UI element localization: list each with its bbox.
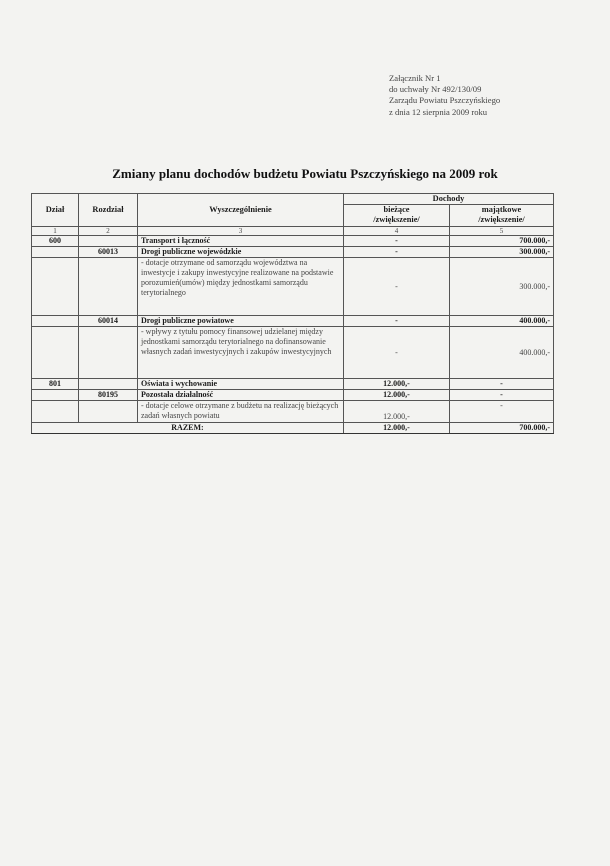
table-row [32, 247, 554, 258]
total-majatkowe: 700.000,- [450, 423, 554, 434]
cell-biezace: - [344, 327, 450, 379]
header-line: Załącznik Nr 1 [389, 73, 441, 83]
cell-rozdzial [79, 379, 138, 390]
cell-rozdzial: 60013 [79, 247, 138, 258]
cell-rozdzial: 60014 [79, 316, 138, 327]
column-number: 4 [344, 227, 450, 236]
cell-majatkowe: 300.000,- [450, 258, 554, 316]
header-dochody: Dochody [344, 194, 554, 205]
cell-rozdzial: 80195 [79, 390, 138, 401]
table-row [32, 236, 554, 247]
cell-majatkowe: - [450, 390, 554, 401]
cell-majatkowe: - [450, 401, 554, 423]
cell-biezace: - [344, 258, 450, 316]
header-dzial: Dział [32, 194, 79, 227]
cell-opis: Pozostała działalność [138, 390, 344, 401]
total-biezace: 12.000,- [344, 423, 450, 434]
attachment-header [389, 73, 500, 118]
column-number: 1 [32, 227, 79, 236]
table-row [32, 258, 554, 316]
cell-opis: Drogi publiczne wojewódzkie [138, 247, 344, 258]
cell-biezace: 12.000,- [344, 401, 450, 423]
cell-biezace: - [344, 247, 450, 258]
header-rozdzial: Rozdział [79, 194, 138, 227]
cell-biezace: - [344, 236, 450, 247]
cell-majatkowe: - [450, 379, 554, 390]
cell-opis: - dotacje celowe otrzymane z budżetu na realizację bieżących zadań własnych powiatu [138, 401, 344, 423]
table-row [32, 316, 554, 327]
cell-dzial [32, 327, 79, 379]
header-majatkowe: majątkowe /zwiększenie/ [450, 205, 554, 227]
cell-rozdzial [79, 401, 138, 423]
cell-rozdzial [79, 327, 138, 379]
header-line: do uchwały Nr 492/130/09 [389, 84, 482, 95]
cell-rozdzial [79, 258, 138, 316]
table-row [32, 327, 554, 379]
cell-opis: Drogi publiczne powiatowe [138, 316, 344, 327]
header-biezace: bieżące /zwiększenie/ [344, 205, 450, 227]
cell-dzial: 600 [32, 236, 79, 247]
header-line: z dnia 12 sierpnia 2009 roku [389, 106, 488, 117]
cell-opis: Oświata i wychowanie [138, 379, 344, 390]
column-number: 2 [79, 227, 138, 236]
cell-dzial: 801 [32, 379, 79, 390]
total-label: RAZEM: [32, 423, 344, 434]
table-row [32, 401, 554, 423]
table-row [32, 390, 554, 401]
cell-dzial [32, 401, 79, 423]
cell-majatkowe: 300.000,- [450, 247, 554, 258]
column-number: 5 [450, 227, 554, 236]
cell-biezace: 12.000,- [344, 390, 450, 401]
header-row [32, 194, 554, 205]
header-wyszczegolnienie: Wyszczególnienie [138, 194, 344, 227]
cell-dzial [32, 316, 79, 327]
cell-opis: - wpływy z tytułu pomocy finansowej udzielanej między jednostkami samorządu terytorialnego na dofinansowanie własnych zadań inwestycyjnych i zakupów inwestycyjnych [138, 327, 344, 379]
budget-table [31, 193, 554, 434]
cell-opis: - dotacje otrzymane od samorządu województwa na inwestycje i zakupy inwestycyjne realizowane na podstawie porozumień(umów) między jednostkami samorządu terytorialnego [138, 258, 344, 316]
cell-dzial [32, 258, 79, 316]
table-row [32, 379, 554, 390]
document-title: Zmiany planu dochodów budżetu Powiatu Pszczyńskiego na 2009 rok [112, 166, 498, 181]
column-number: 3 [138, 227, 344, 236]
header-line: Zarządu Powiatu Pszczyńskiego [389, 95, 501, 106]
cell-majatkowe: 400.000,- [450, 316, 554, 327]
cell-biezace: - [344, 316, 450, 327]
total-row [32, 423, 554, 434]
cell-dzial [32, 390, 79, 401]
cell-dzial [32, 247, 79, 258]
cell-majatkowe: 400.000,- [450, 327, 554, 379]
cell-rozdzial [79, 236, 138, 247]
column-number-row [32, 227, 554, 236]
cell-biezace: 12.000,- [344, 379, 450, 390]
cell-opis: Transport i łączność [138, 236, 344, 247]
cell-majatkowe: 700.000,- [450, 236, 554, 247]
